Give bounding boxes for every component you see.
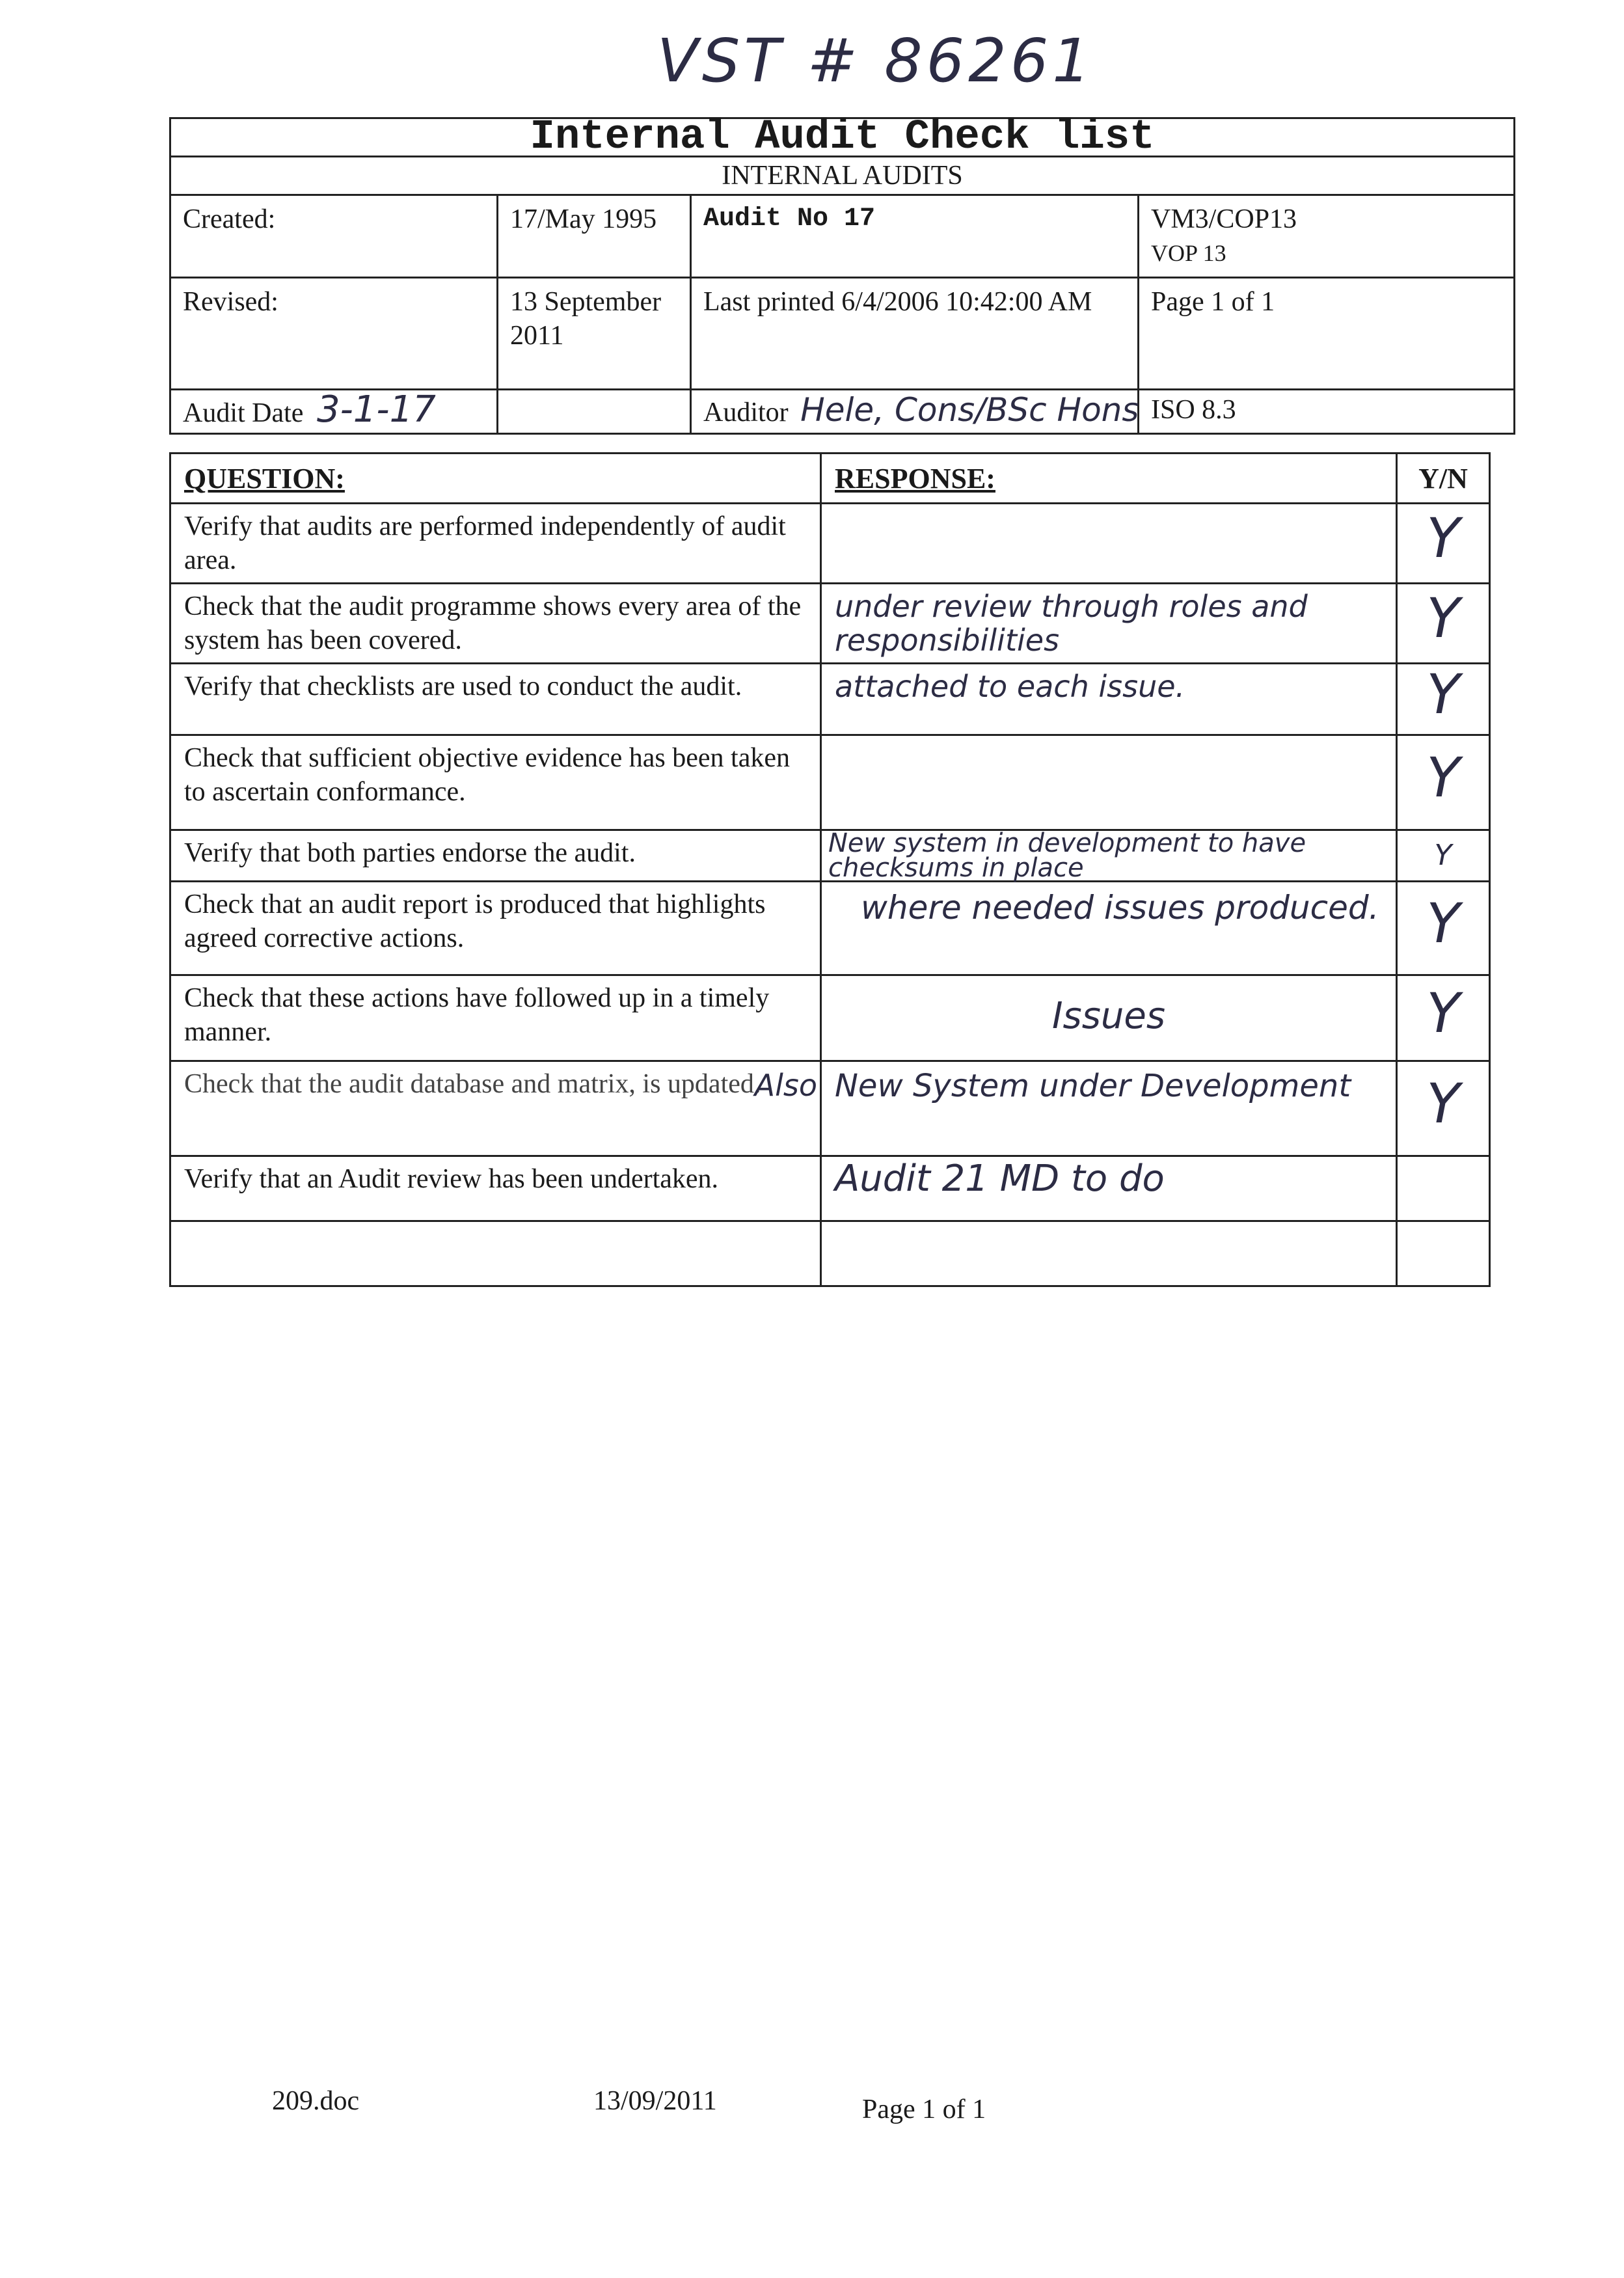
- yn-value: [1397, 1156, 1490, 1221]
- yn-value: Y: [1397, 664, 1490, 735]
- document-title: Internal Audit Check list: [170, 118, 1515, 157]
- table-row: [170, 882, 1490, 975]
- yn-value: Y: [1397, 735, 1490, 830]
- question-text: Verify that audits are performed independently of audit area.: [170, 504, 821, 584]
- question-text: Verify that both parties endorse the audit.: [170, 830, 821, 882]
- yn-value: Y: [1397, 1061, 1490, 1156]
- response-header: RESPONSE:: [821, 454, 1397, 504]
- question-text: Check that an audit report is produced that highlights agreed corrective actions.: [170, 882, 821, 975]
- yn-header: Y/N: [1397, 454, 1490, 504]
- question-text: Verify that an Audit review has been undertaken.: [170, 1156, 821, 1221]
- iso-reference: ISO 8.3: [1139, 390, 1515, 434]
- yn-value: Y: [1397, 830, 1490, 882]
- question-text: Check that the audit database and matrix, is updated.: [184, 1069, 761, 1099]
- yn-value: Y: [1397, 975, 1490, 1061]
- table-row: [170, 830, 1490, 882]
- question-annotation: Also: [754, 1068, 817, 1103]
- created-label: Created:: [170, 195, 498, 278]
- response-text: attached to each issue.: [821, 664, 1397, 735]
- revised-label: Revised:: [170, 278, 498, 390]
- table-row: [170, 735, 1490, 830]
- header-table: [169, 114, 1515, 435]
- reference-code: VM3/COP13: [1151, 204, 1297, 234]
- footer-date: 13/09/2011: [593, 2086, 717, 2116]
- vop-code: VOP 13: [1151, 240, 1226, 266]
- table-row: [170, 1221, 1490, 1286]
- auditor-label: Auditor: [703, 398, 789, 427]
- question-text: Verify that checklists are used to conduct the audit.: [170, 664, 821, 735]
- audit-date-cell: [170, 390, 498, 434]
- response-text: [821, 735, 1397, 830]
- page-indicator: Page 1 of 1: [1139, 278, 1515, 390]
- question-text: Check that the audit programme shows every area of the system has been covered.: [170, 584, 821, 664]
- yn-value: Y: [1397, 584, 1490, 664]
- audit-date-label: Audit Date: [183, 398, 304, 428]
- revised-value: 13 September 2011: [498, 278, 691, 390]
- auditor-value: Hele, Cons/BSc Hons: [800, 391, 1139, 429]
- yn-value: Y: [1397, 882, 1490, 975]
- response-text: New System under Development: [821, 1061, 1397, 1156]
- table-row: [170, 664, 1490, 735]
- table-row: [170, 975, 1490, 1061]
- document-subtitle: INTERNAL AUDITS: [170, 157, 1515, 195]
- footer-filename: 209.doc: [272, 2086, 360, 2116]
- checklist-table: [169, 452, 1491, 1287]
- audit-date-value: 3-1-17: [316, 388, 436, 431]
- response-text: Audit 21 MD to do: [821, 1156, 1397, 1221]
- table-row: [170, 1061, 1490, 1156]
- response-text: [821, 1221, 1397, 1286]
- blank-cell: [498, 390, 691, 434]
- last-printed: Last printed 6/4/2006 10:42:00 AM: [691, 278, 1139, 390]
- question-text: Check that these actions have followed up in a timely manner.: [170, 975, 821, 1061]
- audit-number: Audit No 17: [691, 195, 1139, 278]
- footer-page: Page 1 of 1: [862, 2095, 986, 2124]
- handwritten-reference: VST # 86261: [657, 26, 1094, 96]
- reference-cell: [1139, 195, 1515, 278]
- created-value: 17/May 1995: [498, 195, 691, 278]
- question-cell: [170, 1061, 821, 1156]
- question-text: [170, 1221, 821, 1286]
- auditor-cell: [691, 390, 1139, 434]
- table-row: [170, 504, 1490, 584]
- yn-value: Y: [1397, 504, 1490, 584]
- table-row: [170, 584, 1490, 664]
- response-text: New system in development to have checksums in place: [821, 830, 1397, 882]
- question-text: Check that sufficient objective evidence has been taken to ascertain conformance.: [170, 735, 821, 830]
- yn-value: [1397, 1221, 1490, 1286]
- table-row: [170, 1156, 1490, 1221]
- response-text: [821, 504, 1397, 584]
- question-header: QUESTION:: [170, 454, 821, 504]
- response-text: under review through roles and responsibilities: [821, 584, 1397, 664]
- response-text: where needed issues produced.: [821, 882, 1397, 975]
- response-text: Issues: [821, 975, 1397, 1061]
